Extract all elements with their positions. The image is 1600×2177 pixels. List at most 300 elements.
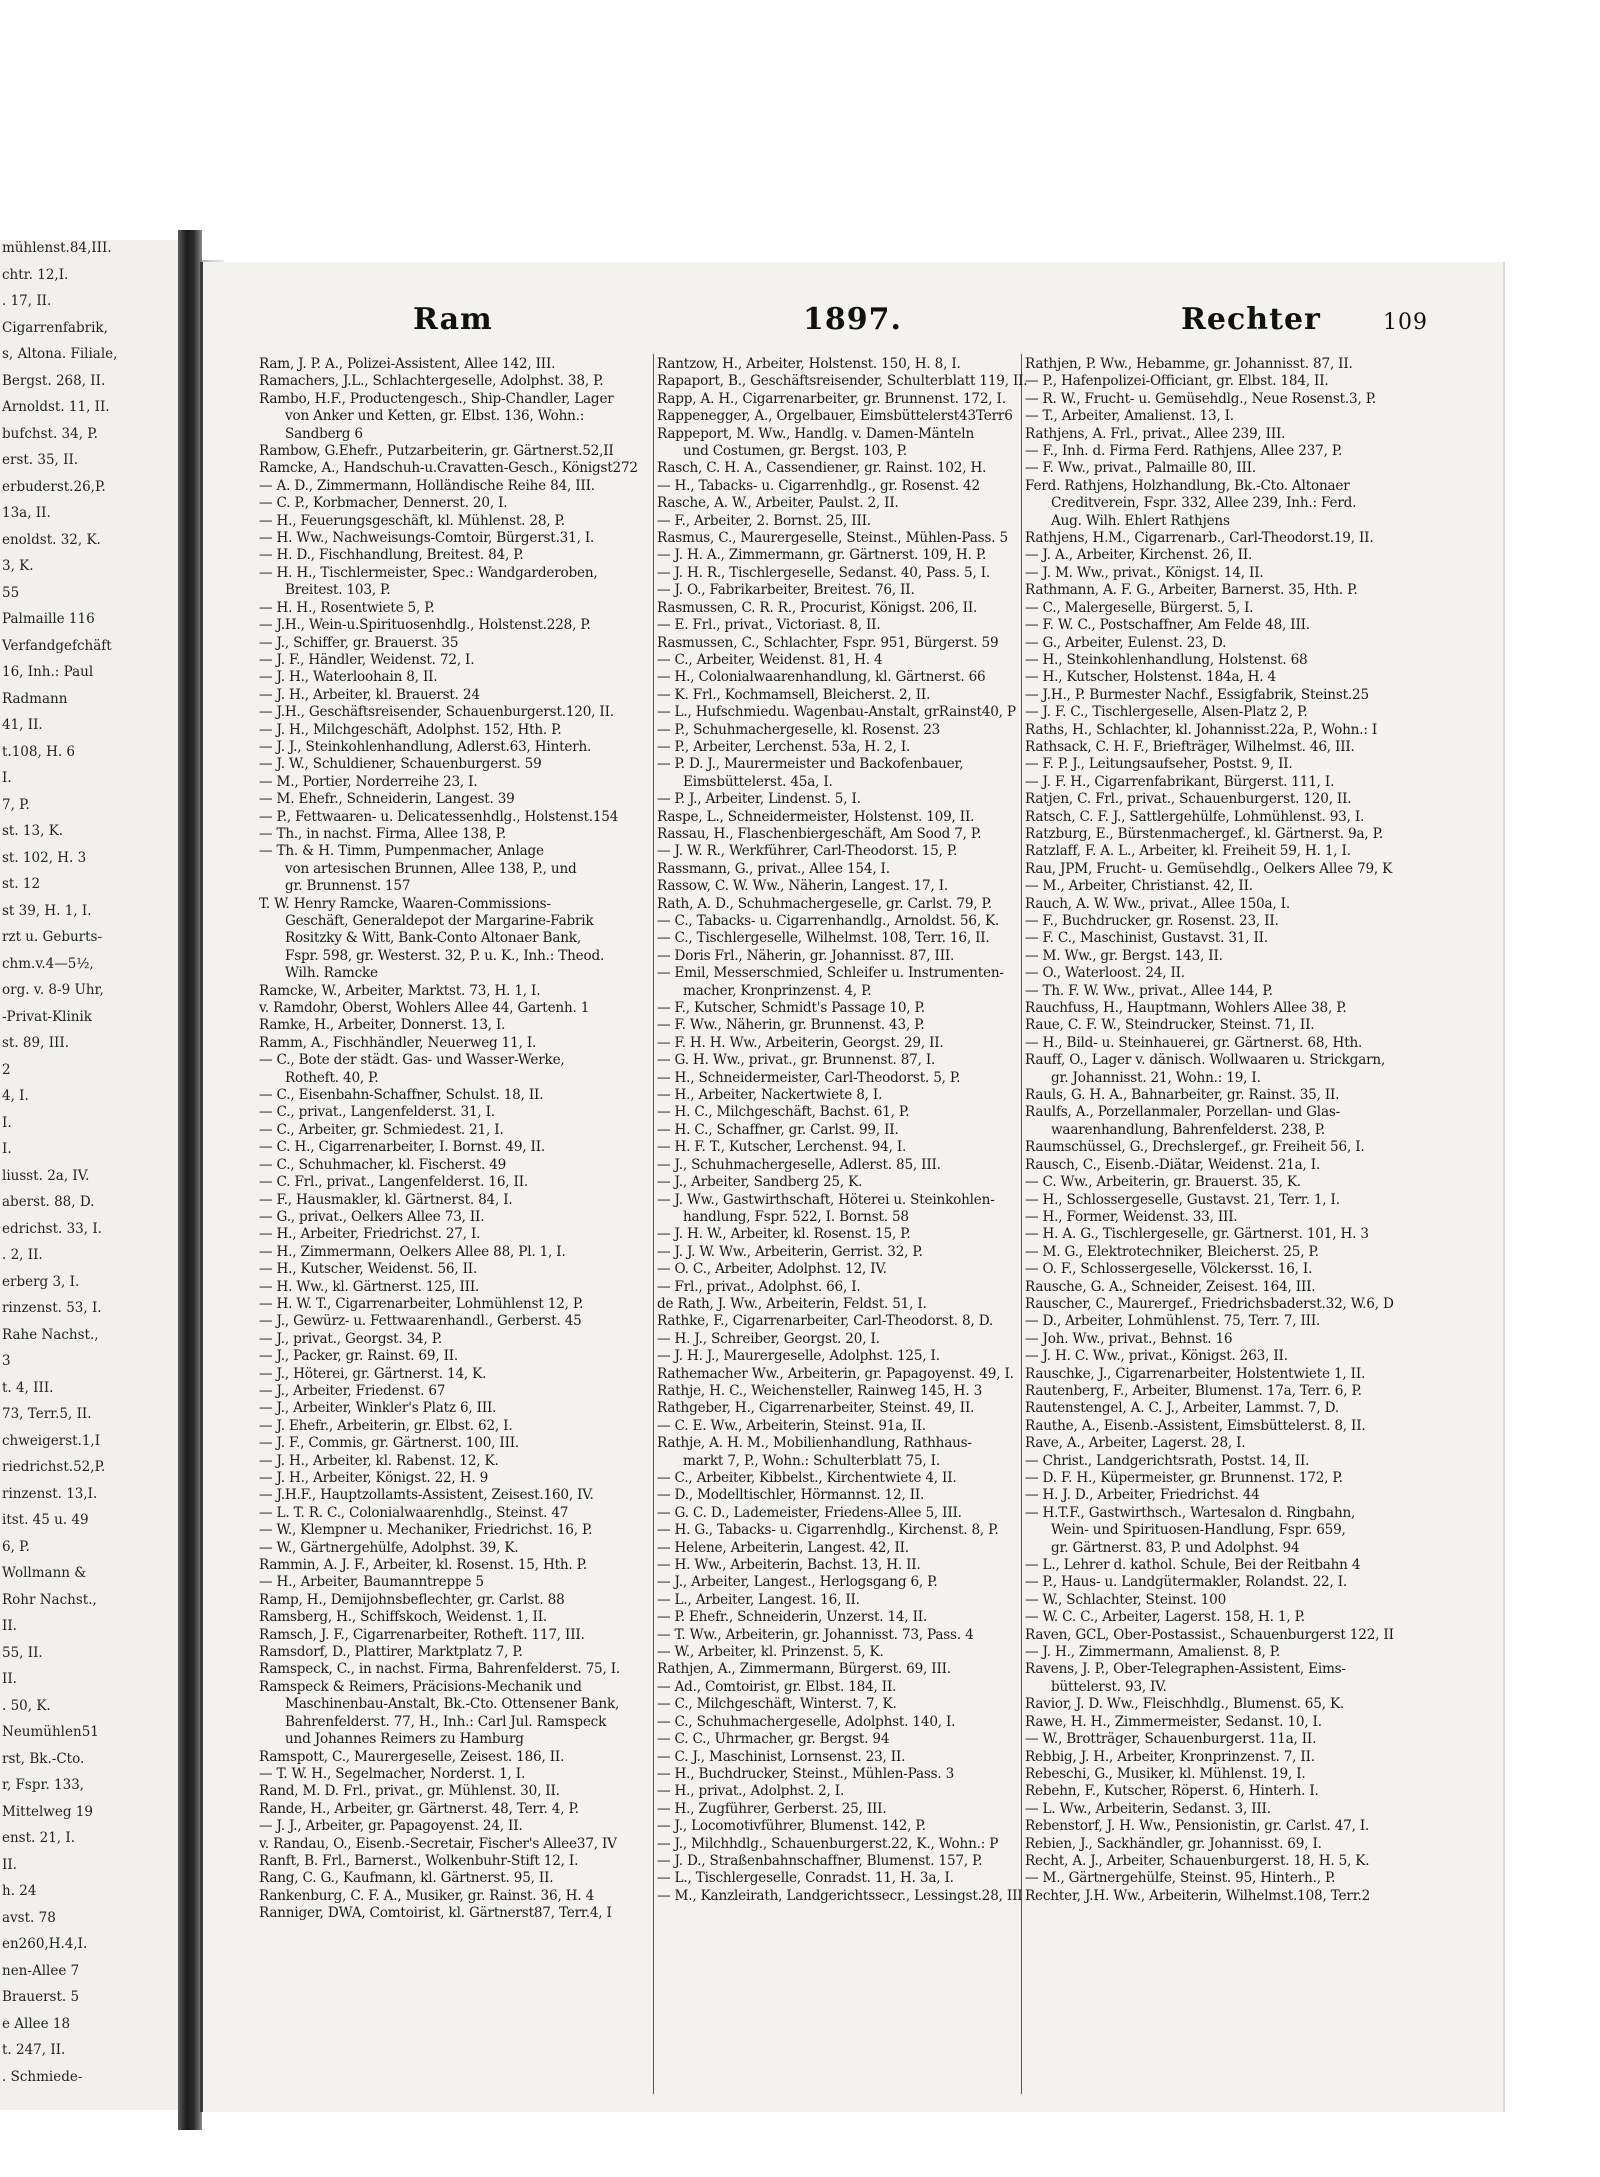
directory-entry: — Th. & H. Timm, Pumpenmacher, Anlage xyxy=(259,843,544,860)
directory-entry-continuation: macher, Kronprinzenst. 4, P. xyxy=(683,982,872,999)
directory-entry: — H., Schlossergeselle, Gustavst. 21, Terr. 1, I. xyxy=(1025,1191,1340,1208)
directory-entry: Rauch, A. W. Ww., privat., Allee 150a, I. xyxy=(1025,895,1290,912)
directory-entry-continuation: gr. Johannisst. 21, Wohn.: 19, I. xyxy=(1051,1069,1261,1086)
directory-entry: — W. C. C., Arbeiter, Lagerst. 158, H. 1, P. xyxy=(1025,1609,1305,1626)
directory-entry-continuation: Breitest. 103, P. xyxy=(285,582,391,599)
directory-entry-continuation: Bahrenfelderst. 77, H., Inh.: Carl Jul. Ramspeck xyxy=(285,1713,607,1730)
directory-page xyxy=(200,262,1503,2112)
directory-entry: — T., Arbeiter, Amalienst. 13, I. xyxy=(1025,408,1234,425)
left-page-text-fragment: 55 xyxy=(2,584,20,601)
directory-entry: Rau, JPM, Frucht- u. Gemüsehdlg., Oelkers Allee 79, K xyxy=(1025,860,1393,877)
directory-entry: — Christ., Landgerichtsrath, Postst. 14, II. xyxy=(1025,1452,1310,1469)
left-page-text-fragment: . 2, II. xyxy=(2,1247,43,1263)
directory-entry: Rathsack, C. H. F., Briefträger, Wilhelmst. 46, III. xyxy=(1025,738,1355,755)
left-page-text-fragment: liusst. 2a, IV. xyxy=(2,1167,90,1184)
directory-entry: — M. G., Elektrotechniker, Bleicherst. 25, P. xyxy=(1025,1243,1319,1260)
directory-entry: — H., Arbeiter, Friedrichst. 27, I. xyxy=(259,1226,481,1243)
directory-entry: — G., privat., Oelkers Allee 73, II. xyxy=(259,1208,485,1225)
left-page-text-fragment: chm.v.4—5½, xyxy=(2,955,94,972)
directory-entry: — F. H. H. Ww., Arbeiterin, Georgst. 29, II. xyxy=(657,1034,944,1051)
directory-entry-continuation: Sandberg 6 xyxy=(285,425,363,442)
directory-entry: — F. Ww., privat., Palmaille 80, III. xyxy=(1025,460,1256,477)
left-page-text-fragment: Bergst. 268, II. xyxy=(2,372,106,389)
directory-entry: — D., Modelltischler, Hörmannst. 12, II. xyxy=(657,1487,925,1504)
directory-entry: — H. H., Tischlermeister, Spec.: Wandgarderoben, xyxy=(259,564,598,581)
directory-entry: Rauscher, C., Maurergef., Friedrichsbaderst.32, W.6, D xyxy=(1025,1295,1394,1312)
directory-entry: — J. J., Steinkohlenhandlung, Adlerst.63, Hinterh. xyxy=(259,738,592,755)
directory-entry: — R. W., Frucht- u. Gemüsehdlg., Neue Rosenst.3, P. xyxy=(1025,390,1377,407)
directory-entry: Rathjens, A. Frl., privat., Allee 239, III. xyxy=(1025,425,1286,442)
directory-entry: Ramsdorf, D., Plattirer, Marktplatz 7, P. xyxy=(259,1644,523,1661)
directory-entry: Rauschke, J., Cigarrenarbeiter, Holstentwiete 1, II. xyxy=(1025,1365,1366,1382)
directory-entry: — W., Arbeiter, kl. Prinzenst. 5, K. xyxy=(657,1644,884,1661)
directory-entry: v. Randau, O., Eisenb.-Secretair, Fischer's Allee37, IV xyxy=(259,1835,617,1852)
directory-entry: — C., Arbeiter, Kibbelst., Kirchentwiete 4, II. xyxy=(657,1470,957,1486)
entry-column-2 xyxy=(657,356,1049,2081)
book-gutter xyxy=(178,230,202,2130)
directory-entry: Rautenberg, F., Arbeiter, Blumenst. 17a, Terr. 6, P. xyxy=(1025,1382,1362,1399)
directory-entry: — P. J., Arbeiter, Lindenst. 5, I. xyxy=(657,791,861,808)
left-page-text-fragment: 41, II. xyxy=(2,717,43,733)
directory-entry: — H., Buchdrucker, Steinst., Mühlen-Pass. 3 xyxy=(657,1765,955,1782)
left-page-text-fragment: bufchst. 34, P. xyxy=(2,425,98,442)
directory-entry: — H. Ww., Arbeiterin, Bachst. 13, H. II. xyxy=(657,1557,921,1574)
directory-entry: Rathjen, P. Ww., Hebamme, gr. Johannisst. 87, II. xyxy=(1025,356,1353,372)
directory-entry: Raue, C. F. W., Steindrucker, Steinst. 71, II. xyxy=(1025,1017,1315,1034)
directory-entry: — Emil, Messerschmied, Schleifer u. Instrumenten- xyxy=(657,965,1004,982)
left-page-text-fragment: st. 89, III. xyxy=(2,1035,69,1051)
directory-entry: — J. W. R., Werkführer, Carl-Theodorst. 15, P. xyxy=(657,843,958,860)
directory-entry: — J., Schuhmachergeselle, Adlerst. 85, III. xyxy=(657,1156,941,1173)
directory-entry: Ramsberg, H., Schiffskoch, Weidenst. 1, II. xyxy=(259,1609,548,1626)
directory-entry: Rathje, A. H. M., Mobilienhandlung, Rathhaus- xyxy=(657,1435,972,1452)
directory-entry: — H., Colonialwaarenhandlung, kl. Gärtnerst. 66 xyxy=(657,669,986,686)
directory-entry: — H. C., Schaffner, gr. Carlst. 99, II. xyxy=(657,1121,899,1138)
directory-entry: Ratzburg, E., Bürstenmachergef., kl. Gärtnerst. 9a, P. xyxy=(1025,825,1383,842)
left-page-text-fragment: Rahe Nachst., xyxy=(2,1326,99,1343)
directory-entry-continuation: Rotheft. 40, P. xyxy=(285,1069,379,1086)
directory-entry: Rebeschi, G., Musiker, kl. Mühlenst. 19, I. xyxy=(1025,1765,1306,1782)
left-page-text-fragment: r, Fspr. 133, xyxy=(2,1777,85,1793)
directory-entry: — P. Ehefr., Schneiderin, Unzerst. 14, II. xyxy=(657,1609,928,1626)
directory-entry: Rathgeber, H., Cigarrenarbeiter, Steinst. 49, II. xyxy=(657,1400,975,1417)
directory-entry: T. W. Henry Ramcke, Waaren-Commissions- xyxy=(259,895,551,912)
directory-entry: Rauff, O., Lager v. dänisch. Wollwaaren u. Strickgarn, xyxy=(1025,1052,1386,1069)
directory-entry: — O. C., Arbeiter, Adolphst. 12, IV. xyxy=(657,1261,887,1278)
directory-entry: — H. H., Rosentwiete 5, P. xyxy=(259,599,435,616)
left-page-text-fragment: Arnoldst. 11, II. xyxy=(2,399,110,415)
left-page-text-fragment: edrichst. 33, I. xyxy=(2,1220,102,1237)
directory-entry: — C., privat., Langenfelderst. 31, I. xyxy=(259,1104,495,1121)
directory-entry: — J. H. R., Tischlergeselle, Sedanst. 40, Pass. 5, I. xyxy=(657,564,990,581)
directory-entry: Raumschüssel, G., Drechslergef., gr. Freiheit 56, I. xyxy=(1025,1139,1365,1156)
directory-entry: — J.H., Wein-u.Spirituosenhdlg., Holstenst.228, P. xyxy=(259,617,591,634)
directory-entry: Raulfs, A., Porzellanmaler, Porzellan- und Glas- xyxy=(1025,1104,1341,1121)
directory-entry: Rathke, F., Cigarrenarbeiter, Carl-Theodorst. 8, D. xyxy=(657,1313,994,1330)
directory-entry: Rassmann, G., privat., Allee 154, I. xyxy=(657,860,890,877)
directory-entry: Ramsch, J. F., Cigarrenarbeiter, Rotheft. 117, III. xyxy=(259,1626,585,1643)
directory-entry: — F. Ww., Näherin, gr. Brunnenst. 43, P. xyxy=(657,1017,925,1034)
directory-entry: — C. J., Maschinist, Lornsenst. 23, II. xyxy=(657,1748,906,1765)
left-page-text-fragment: 4, I. xyxy=(2,1088,29,1104)
directory-entry: — J. F. C., Tischlergeselle, Alsen-Platz 2, P. xyxy=(1025,704,1308,721)
directory-entry: — Th. F. W. Ww., privat., Allee 144, P. xyxy=(1025,982,1273,999)
directory-entry: — H., Feuerungsgeschäft, kl. Mühlenst. 28, P. xyxy=(259,512,565,529)
directory-entry: — J. H. W., Arbeiter, kl. Rosenst. 15, P. xyxy=(657,1226,911,1243)
directory-entry: — O. F., Schlossergeselle, Völckersst. 16, I. xyxy=(1025,1261,1313,1278)
directory-entry: — C., Tischlergeselle, Wilhelmst. 108, Terr. 16, II. xyxy=(657,930,990,947)
left-page-text-fragment: I. xyxy=(2,1114,12,1131)
directory-entry: — P., Schuhmachergeselle, kl. Rosenst. 23 xyxy=(657,721,941,738)
directory-entry-continuation: Eimsbüttelerst. 45a, I. xyxy=(683,773,833,790)
directory-entry: — M., Gärtnergehülfe, Steinst. 95, Hinterh., P. xyxy=(1025,1870,1336,1887)
directory-entry: Raspe, L., Schneidermeister, Holstenst. 109, II. xyxy=(657,808,975,825)
left-page-text-fragment: t.108, H. 6 xyxy=(2,743,76,760)
left-page-text-fragment: en260,H.4,I. xyxy=(2,1936,88,1952)
directory-entry: Rambo, H.F., Productengesch., Ship-Chandler, Lager xyxy=(259,390,614,407)
left-page-text-fragment: mühlenst.84,III. xyxy=(2,240,112,256)
left-page-text-fragment: 16, Inh.: Paul xyxy=(2,664,94,680)
directory-entry: — H. W. T., Cigarrenarbeiter, Lohmühlenst 12, P. xyxy=(259,1295,584,1312)
directory-entry: — J., Arbeiter, Langest., Herlogsgang 6, P. xyxy=(657,1574,938,1591)
directory-entry-continuation: Wein- und Spirituosen-Handlung, Fspr. 659, xyxy=(1051,1522,1346,1539)
left-page-text-fragment: 3, K. xyxy=(2,558,34,574)
left-page-text-fragment: Mittelweg 19 xyxy=(2,1803,93,1820)
directory-entry: Ranft, B. Frl., Barnerst., Wolkenbuhr-Stift 12, I. xyxy=(259,1852,579,1869)
left-page-text-fragment: Brauerst. 5 xyxy=(2,1989,80,2005)
directory-entry: — J. H., Milchgeschäft, Adolphst. 152, Hth. P. xyxy=(259,721,562,738)
left-page-text-fragment: st. 12 xyxy=(2,876,41,892)
directory-entry: Rang, C. G., Kaufmann, kl. Gärtnerst. 95, II. xyxy=(259,1870,554,1887)
directory-entry: — J. H. J., Maurergeselle, Adolphst. 125, I. xyxy=(657,1348,940,1365)
directory-entry: Rasch, C. H. A., Cassendiener, gr. Rainst. 102, H. xyxy=(657,460,987,477)
directory-entry: — J., Milchhdlg., Schauenburgerst.22, K., Wohn.: P xyxy=(657,1835,999,1852)
left-page-text-fragment: t. 247, II. xyxy=(2,2042,66,2058)
directory-entry: — L., Arbeiter, Langest. 16, II. xyxy=(657,1591,860,1608)
directory-entry: — H., Kutscher, Weidenst. 56, II. xyxy=(259,1261,478,1278)
directory-entry: — H., Arbeiter, Nackertwiete 8, I. xyxy=(657,1087,883,1104)
directory-entry: — J. F., Commis, gr. Gärtnerst. 100, III. xyxy=(259,1435,520,1452)
directory-entry: Rande, H., Arbeiter, gr. Gärtnerst. 48, Terr. 4, P. xyxy=(259,1800,579,1817)
directory-entry: — M. Ww., gr. Bergst. 143, II. xyxy=(1025,947,1223,964)
directory-entry: — J. J. W. Ww., Arbeiterin, Gerrist. 32, P. xyxy=(657,1243,923,1260)
directory-entry: — J. M. Ww., privat., Königst. 14, II. xyxy=(1025,564,1264,581)
directory-entry: — C., Bote der städt. Gas- und Wasser-Werke, xyxy=(259,1052,565,1069)
entry-column-3 xyxy=(1025,356,1417,2081)
directory-entry: — J. Ww., Gastwirthschaft, Höterei u. Steinkohlen- xyxy=(657,1191,995,1208)
left-page-text-fragment: -Privat-Klinik xyxy=(2,1008,92,1025)
directory-entry: — J. O., Fabrikarbeiter, Breitest. 76, II. xyxy=(657,582,915,599)
directory-entry: Rappenegger, A., Orgelbauer, Eimsbüttelerst43Terr6 xyxy=(657,408,1013,425)
directory-entry: — J. D., Straßenbahnschaffner, Blumenst. 157, P. xyxy=(657,1852,983,1869)
directory-entry: Rantzow, H., Arbeiter, Holstenst. 150, H. 8, I. xyxy=(657,356,961,372)
directory-entry: Rathjen, A., Zimmermann, Bürgerst. 69, III. xyxy=(657,1661,951,1678)
directory-entry: Rebenstorf, J. H. Ww., Pensionistin, gr. Carlst. 47, I. xyxy=(1025,1818,1370,1835)
left-page-text-fragment: Neumühlen51 xyxy=(2,1724,99,1740)
directory-entry: — H., Arbeiter, Baumanntreppe 5 xyxy=(259,1574,484,1591)
left-page-text-fragment: h. 24 xyxy=(2,1883,37,1899)
directory-entry: Rambow, G.Ehefr., Putzarbeiterin, gr. Gärtnerst.52,II xyxy=(259,443,614,460)
directory-entry-continuation: Wilh. Ramcke xyxy=(285,965,378,982)
left-page-text-fragment: erst. 35, II. xyxy=(2,452,79,468)
left-page-fragment xyxy=(0,240,185,2110)
directory-entry: — L., Hufschmiedu. Wagenbau-Anstalt, grRainst40, P xyxy=(657,704,1016,721)
directory-entry: Ramspeck & Reimers, Präcisions-Mechanik und xyxy=(259,1678,582,1695)
directory-entry: — J., Arbeiter, Friedenst. 67 xyxy=(259,1382,446,1399)
left-page-text-fragment: rzt u. Geburts- xyxy=(2,929,103,945)
directory-entry: — J. A., Arbeiter, Kirchenst. 26, II. xyxy=(1025,547,1253,564)
left-page-text-fragment: st. 102, H. 3 xyxy=(2,849,87,866)
left-page-text-fragment: rinzenst. 53, I. xyxy=(2,1300,102,1316)
left-page-text-fragment: nen-Allee 7 xyxy=(2,1962,80,1979)
directory-entry: — H., Bild- u. Steinhauerei, gr. Gärtnerst. 68, Hth. xyxy=(1025,1034,1363,1051)
left-page-text-fragment: st. 13, K. xyxy=(2,823,64,839)
directory-entry: — P., Hafenpolizei-Officiant, gr. Elbst. 184, II. xyxy=(1025,373,1329,390)
header-year: 1897. xyxy=(803,302,902,337)
directory-entry: Ramm, A., Fischhändler, Neuerweg 11, I. xyxy=(259,1034,537,1051)
directory-entry-continuation: handlung, Fspr. 522, I. Bornst. 58 xyxy=(683,1208,909,1225)
left-page-text-fragment: avst. 78 xyxy=(2,1909,56,1926)
directory-entry: — M., Kanzleirath, Landgerichtssecr., Lessingst.28, III xyxy=(657,1887,1023,1904)
directory-entry: Rave, A., Arbeiter, Lagerst. 28, I. xyxy=(1025,1435,1246,1452)
directory-entry: Rapp, A. H., Cigarrenarbeiter, gr. Brunnenst. 172, I. xyxy=(657,390,1006,407)
directory-entry: — J. H., Arbeiter, Königst. 22, H. 9 xyxy=(259,1470,489,1486)
directory-entry: Ramspeck, C., in nachst. Firma, Bahrenfelderst. 75, I. xyxy=(259,1661,621,1678)
directory-entry: — H. A. G., Tischlergeselle, gr. Gärtnerst. 101, H. 3 xyxy=(1025,1226,1369,1243)
directory-entry: — F. C., Maschinist, Gustavst. 31, II. xyxy=(1025,930,1268,947)
left-page-text-fragment: II. xyxy=(2,1856,17,1873)
directory-entry: Rebien, J., Sackhändler, gr. Johannisst. 69, I. xyxy=(1025,1835,1322,1852)
directory-entry: — H., privat., Adolphst. 2, I. xyxy=(657,1783,845,1800)
page-header xyxy=(203,302,1503,342)
directory-entry: — C. Ww., Arbeiterin, gr. Brauerst. 35, K. xyxy=(1025,1174,1301,1191)
left-page-text-fragment: I. xyxy=(2,1141,12,1157)
left-page-text-fragment: erberg 3, I. xyxy=(2,1273,80,1290)
directory-entry: Rand, M. D. Frl., privat., gr. Mühlenst. 30, II. xyxy=(259,1783,560,1800)
directory-entry: — H., Zimmermann, Oelkers Allee 88, Pl. 1, I. xyxy=(259,1243,566,1260)
left-page-text-fragment: s, Altona. Filiale, xyxy=(2,346,118,362)
directory-entry: Rausche, G. A., Schneider, Zeisest. 164, III. xyxy=(1025,1278,1316,1295)
directory-entry: — C., Eisenbahn-Schaffner, Schulst. 18, II. xyxy=(259,1087,544,1104)
directory-entry: Raths, H., Schlachter, kl. Johannisst.22a, P., Wohn.: I xyxy=(1025,721,1378,738)
directory-entry: — Doris Frl., Näherin, gr. Johannisst. 87, III. xyxy=(657,947,955,964)
directory-entry-continuation: büttelerst. 93, IV. xyxy=(1051,1678,1167,1695)
left-page-text-fragment: . 50, K. xyxy=(2,1697,51,1714)
directory-entry: v. Ramdohr, Oberst, Wohlers Allee 44, Gartenh. 1 xyxy=(259,1000,590,1017)
directory-entry-continuation: Aug. Wilh. Ehlert Rathjens xyxy=(1051,512,1230,529)
directory-entry: — T. Ww., Arbeiterin, gr. Johannisst. 73, Pass. 4 xyxy=(657,1626,974,1643)
page-number: 109 xyxy=(1383,310,1428,335)
directory-entry: — J., Arbeiter, Winkler's Platz 6, III. xyxy=(259,1400,497,1417)
directory-entry: — W., Klempner u. Mechaniker, Friedrichst. 16, P. xyxy=(259,1522,593,1539)
left-page-text-fragment: 2 xyxy=(2,1061,11,1078)
directory-entry: Rappeport, M. Ww., Handlg. v. Damen-Mänteln xyxy=(657,425,974,442)
left-page-text-fragment: Cigarrenfabrik, xyxy=(2,319,108,336)
directory-entry: — J., Arbeiter, Sandberg 25, K. xyxy=(657,1174,863,1191)
column-divider xyxy=(653,354,654,2094)
left-page-text-fragment: Palmaille 116 xyxy=(2,611,95,627)
directory-entry: — J., Locomotivführer, Blumenst. 142, P. xyxy=(657,1818,926,1835)
left-page-text-fragment: st 39, H. 1, I. xyxy=(2,902,92,919)
left-page-text-fragment: aberst. 88, D. xyxy=(2,1194,95,1210)
left-page-text-fragment: 13a, II. xyxy=(2,505,51,521)
directory-entry: — F. W. C., Postschaffner, Am Felde 48, III. xyxy=(1025,617,1310,634)
directory-entry: — W., Schlachter, Steinst. 100 xyxy=(1025,1591,1227,1608)
directory-entry: Ravens, J. P., Ober-Telegraphen-Assistent, Eims- xyxy=(1025,1661,1346,1678)
directory-entry: — F., Buchdrucker, gr. Rosenst. 23, II. xyxy=(1025,913,1279,929)
directory-entry-continuation: waarenhandlung, Bahrenfelderst. 238, P. xyxy=(1051,1121,1326,1138)
directory-entry: — C., Malergeselle, Bürgerst. 5, I. xyxy=(1025,599,1254,616)
directory-entry: — H., Steinkohlenhandlung, Holstenst. 68 xyxy=(1025,651,1308,668)
directory-entry: — C., Tabacks- u. Cigarrenhandlg., Arnoldst. 56, K. xyxy=(657,913,1000,929)
directory-entry-continuation: gr. Gärtnerst. 83, P. und Adolphst. 94 xyxy=(1051,1539,1300,1556)
directory-entry: — H. J., Schreiber, Georgst. 20, I. xyxy=(657,1330,880,1347)
header-first-entry-word: Ram xyxy=(413,302,493,337)
directory-entry: — J. H., Waterloohain 8, II. xyxy=(259,669,438,686)
directory-entry: — L., Tischlergeselle, Conradst. 11, H. 3a, I. xyxy=(657,1870,954,1887)
directory-entry: Rassau, H., Flaschenbiergeschäft, Am Sood 7, P. xyxy=(657,825,982,842)
directory-entry: — H. J. D., Arbeiter, Friedrichst. 44 xyxy=(1025,1487,1260,1504)
directory-entry: — J. H., Zimmermann, Amalienst. 8, P. xyxy=(1025,1644,1281,1661)
left-page-text-fragment: rinzenst. 13,I. xyxy=(2,1485,98,1502)
directory-entry: — C., Milchgeschäft, Winterst. 7, K. xyxy=(657,1696,897,1713)
directory-entry: Rassow, C. W. Ww., Näherin, Langest. 17, I. xyxy=(657,878,948,895)
directory-entry-continuation: von Anker und Ketten, gr. Elbst. 136, Wohn.: xyxy=(285,408,585,425)
directory-entry: — J. H., Arbeiter, kl. Rabenst. 12, K. xyxy=(259,1452,499,1469)
directory-entry-continuation: Maschinenbau-Anstalt, Bk.-Cto. Ottensener Bank, xyxy=(285,1696,620,1713)
left-page-text-fragment: II. xyxy=(2,1618,17,1634)
directory-entry: — Ad., Comtoirist, gr. Elbst. 184, II. xyxy=(657,1678,897,1695)
left-page-text-fragment: org. v. 8-9 Uhr, xyxy=(2,982,104,998)
directory-entry: — W., Gärtnergehülfe, Adolphst. 39, K. xyxy=(259,1539,519,1556)
directory-entry: Ramcke, W., Arbeiter, Marktst. 73, H. 1, I. xyxy=(259,982,541,999)
directory-entry: Ratjen, C. Frl., privat., Schauenburgerst. 120, II. xyxy=(1025,791,1352,808)
directory-entry: Rath, A. D., Schuhmachergeselle, gr. Carlst. 79, P. xyxy=(657,895,992,912)
directory-entry: — P., Fettwaaren- u. Delicatessenhdlg., Holstenst.154 xyxy=(259,808,619,825)
directory-entry: Rauls, G. H. A., Bahnarbeiter, gr. Rainst. 35, II. xyxy=(1025,1087,1340,1104)
directory-entry: — H.T.F., Gastwirthsch., Wartesalon d. Ringbahn, xyxy=(1025,1504,1356,1521)
left-page-text-fragment: 3 xyxy=(2,1353,11,1369)
directory-entry: Rankenburg, C. F. A., Musiker, gr. Rainst. 36, H. 4 xyxy=(259,1887,595,1904)
left-page-text-fragment: Wollmann & xyxy=(2,1565,87,1581)
directory-entry-continuation: Rositzky & Witt, Bank-Conto Altonaer Bank, xyxy=(285,930,581,947)
directory-entry: — J.H., Geschäftsreisender, Schauenburgerst.120, II. xyxy=(259,704,614,721)
directory-entry: Ratzlaff, F. A. L., Arbeiter, kl. Freiheit 59, H. 1, I. xyxy=(1025,843,1351,860)
left-page-text-fragment: t. 4, III. xyxy=(2,1379,54,1396)
directory-entry: — J. H. C. Ww., privat., Königst. 263, II. xyxy=(1025,1348,1288,1365)
directory-entry: Ramspott, C., Maurergeselle, Zeisest. 186, II. xyxy=(259,1748,565,1765)
left-page-text-fragment: . Schmiede- xyxy=(2,2068,83,2085)
directory-entry: — Th., in nachst. Firma, Allee 138, P. xyxy=(259,825,506,842)
directory-entry: — J. H. A., Zimmermann, gr. Gärtnerst. 109, H. P. xyxy=(657,547,987,564)
directory-entry: Ram, J. P. A., Polizei-Assistent, Allee 142, III. xyxy=(259,356,556,372)
directory-entry: Rathmann, A. F. G., Arbeiter, Barnerst. 35, Hth. P. xyxy=(1025,582,1358,599)
directory-entry-continuation: markt 7, P., Wohn.: Schulterblatt 75, I. xyxy=(683,1452,940,1469)
directory-entry: — Joh. Ww., privat., Behnst. 16 xyxy=(1025,1330,1233,1347)
directory-entry: — C. C., Uhrmacher, gr. Bergst. 94 xyxy=(657,1731,890,1748)
directory-entry: Ramachers, J.L., Schlachtergeselle, Adolphst. 38, P. xyxy=(259,373,604,390)
directory-entry: — J. W., Schuldiener, Schauenburgerst. 59 xyxy=(259,756,542,773)
directory-entry: — F., Arbeiter, 2. Bornst. 25, III. xyxy=(657,512,871,529)
left-page-text-fragment: 55, II. xyxy=(2,1644,43,1661)
directory-entry: Ramcke, A., Handschuh-u.Cravatten-Gesch., Königst272 xyxy=(259,460,638,477)
directory-entry: — J., Gewürz- u. Fettwaarenhandl., Gerberst. 45 xyxy=(259,1313,582,1330)
directory-entry: — J., Höterei, gr. Gärtnerst. 14, K. xyxy=(259,1365,487,1382)
directory-entry: — H., Former, Weidenst. 33, III. xyxy=(1025,1208,1238,1225)
directory-entry: — P. D. J., Maurermeister und Backofenbauer, xyxy=(657,756,964,773)
directory-entry: Rapaport, B., Geschäftsreisender, Schulterblatt 119, II. xyxy=(657,373,1028,390)
directory-entry: — C., Arbeiter, gr. Schmiedest. 21, I. xyxy=(259,1121,504,1138)
directory-entry: — O., Waterloost. 24, II. xyxy=(1025,965,1185,982)
directory-entry: — J. Ehefr., Arbeiterin, gr. Elbst. 62, I. xyxy=(259,1417,513,1434)
left-page-text-fragment: Verfandgefchäft xyxy=(2,637,112,654)
directory-entry: — H., Tabacks- u. Cigarrenhdlg., gr. Rosenst. 42 xyxy=(657,477,980,494)
directory-entry: — F. P. J., Leitungsaufseher, Postst. 9, II. xyxy=(1025,756,1293,773)
directory-entry: Recht, A. J., Arbeiter, Schauenburgerst. 18, H. 5, K. xyxy=(1025,1852,1370,1869)
directory-entry-continuation: Creditverein, Fspr. 332, Allee 239, Inh.: Ferd. xyxy=(1051,495,1357,512)
directory-entry: Rasmus, C., Maurergeselle, Steinst., Mühlen-Pass. 5 xyxy=(657,530,1008,547)
directory-entry: Raven, GCL, Ober-Postassist., Schauenburgerst 122, II xyxy=(1025,1626,1394,1643)
directory-entry: — T. W. H., Segelmacher, Norderst. 1, I. xyxy=(259,1765,526,1782)
directory-entry: — F., Kutscher, Schmidt's Passage 10, P. xyxy=(657,1000,925,1017)
directory-entry: — H. G., Tabacks- u. Cigarrenhdlg., Kirchenst. 8, P. xyxy=(657,1522,999,1539)
left-page-text-fragment: chweigerst.1,I xyxy=(2,1432,101,1449)
left-page-text-fragment: rst, Bk.-Cto. xyxy=(2,1750,85,1767)
directory-entry: Rammin, A. J. F., Arbeiter, kl. Rosenst. 15, Hth. P. xyxy=(259,1557,587,1574)
directory-entry: — C. E. Ww., Arbeiterin, Steinst. 91a, II. xyxy=(657,1417,926,1434)
directory-entry-continuation: gr. Brunnenst. 157 xyxy=(285,878,411,895)
directory-entry: — H. D., Fischhandlung, Breitest. 84, P. xyxy=(259,547,524,564)
left-page-text-fragment: II. xyxy=(2,1671,17,1687)
directory-entry: Rathje, H. C., Weichensteller, Rainweg 145, H. 3 xyxy=(657,1382,983,1399)
directory-entry: — J.H.F., Hauptzollamts-Assistent, Zeisest.160, IV. xyxy=(259,1487,594,1504)
left-page-text-fragment: itst. 45 u. 49 xyxy=(2,1512,89,1528)
directory-entry: — C., Schuhmacher, kl. Fischerst. 49 xyxy=(259,1156,507,1173)
left-page-text-fragment: riedrichst.52,P. xyxy=(2,1459,106,1475)
directory-entry: — C. Frl., privat., Langenfelderst. 16, II. xyxy=(259,1174,529,1191)
directory-entry: — H. F. T., Kutscher, Lerchenst. 94, I. xyxy=(657,1139,907,1156)
directory-entry-continuation: von artesischen Brunnen, Allee 138, P., und xyxy=(285,860,577,877)
directory-entry: Rechter, J.H. Ww., Arbeiterin, Wilhelmst.108, Terr.2 xyxy=(1025,1887,1371,1904)
directory-entry: — F., Hausmakler, kl. Gärtnerst. 84, I. xyxy=(259,1191,513,1208)
directory-entry: — J.H., P. Burmester Nachf., Essigfabrik, Steinst.25 xyxy=(1025,686,1369,703)
left-page-text-fragment: Rohr Nachst., xyxy=(2,1591,97,1608)
directory-entry: — E. Frl., privat., Victoriast. 8, II. xyxy=(657,617,881,634)
directory-entry: — W., Brotträger, Schauenburgerst. 11a, II. xyxy=(1025,1731,1317,1748)
directory-entry: — L., Lehrer d. kathol. Schule, Bei der Reitbahn 4 xyxy=(1025,1557,1361,1574)
left-page-text-fragment: e Allee 18 xyxy=(2,2015,71,2032)
left-page-text-fragment: enoldst. 32, K. xyxy=(2,531,101,548)
directory-entry: Rathemacher Ww., Arbeiterin, gr. Papagoyenst. 49, I. xyxy=(657,1365,1014,1382)
directory-entry-continuation: und Johannes Reimers zu Hamburg xyxy=(285,1731,524,1748)
directory-entry: Rathjens, H.M., Cigarrenarb., Carl-Theodorst.19, II. xyxy=(1025,530,1374,547)
left-page-text-fragment: chtr. 12,I. xyxy=(2,266,69,283)
directory-entry: — L. T. R. C., Colonialwaarenhdlg., Steinst. 47 xyxy=(259,1504,569,1521)
directory-entry: — J. F., Händler, Weidenst. 72, I. xyxy=(259,651,475,668)
entry-column-1 xyxy=(259,356,651,2081)
directory-entry: — J. F. H., Cigarrenfabrikant, Bürgerst. 111, I. xyxy=(1025,773,1335,790)
directory-entry: — M., Portier, Norderreihe 23, I. xyxy=(259,773,478,790)
left-page-text-fragment: 7, P. xyxy=(2,796,30,813)
directory-entry: — D., Arbeiter, Lohmühlenst. 75, Terr. 7, III. xyxy=(1025,1313,1321,1330)
directory-entry: — J., privat., Georgst. 34, P. xyxy=(259,1330,443,1347)
left-page-text-fragment: Radmann xyxy=(2,690,68,707)
directory-entry: — M. Ehefr., Schneiderin, Langest. 39 xyxy=(259,791,515,808)
directory-entry: — C. P., Korbmacher, Dennerst. 20, I. xyxy=(259,495,508,512)
directory-entry: — J., Schiffer, gr. Brauerst. 35 xyxy=(259,634,459,651)
directory-entry: — Frl., privat., Adolphst. 66, I. xyxy=(657,1278,861,1295)
directory-entry: — H. Ww., Nachweisungs-Comtoir, Bürgerst.31, I. xyxy=(259,530,595,547)
